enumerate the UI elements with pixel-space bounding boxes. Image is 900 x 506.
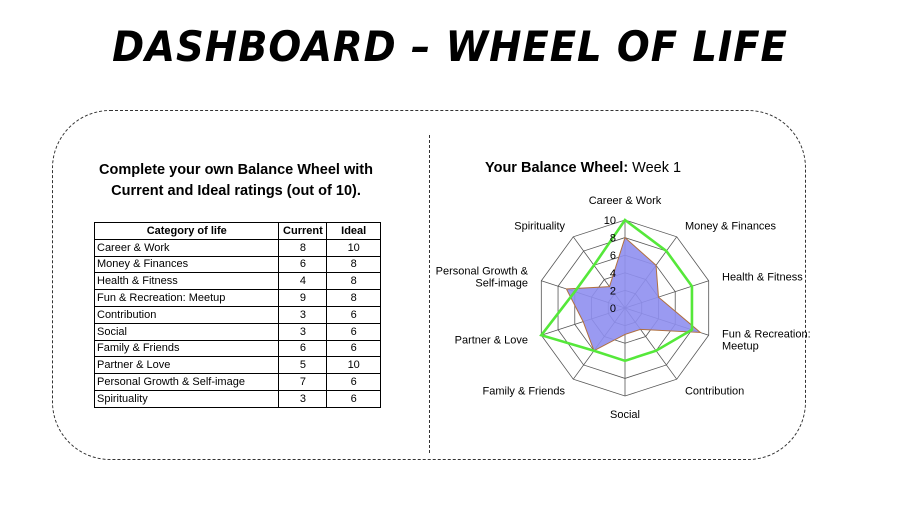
category-label: Personal Growth & Self-image <box>435 265 528 290</box>
current-cell[interactable]: 4 <box>279 273 327 290</box>
table-row <box>95 374 381 391</box>
current-cell[interactable]: 9 <box>279 290 327 307</box>
table-row <box>95 273 381 290</box>
current-cell[interactable]: 5 <box>279 357 327 374</box>
ideal-cell[interactable]: 10 <box>327 357 381 374</box>
category-cell: Money & Finances <box>95 256 279 273</box>
category-label: Family & Friends <box>482 385 566 398</box>
tick-label: 4 <box>609 267 616 280</box>
table-row <box>95 239 381 256</box>
ideal-cell[interactable]: 8 <box>327 256 381 273</box>
tick-label: 6 <box>609 250 616 263</box>
category-cell: Personal Growth & Self-image <box>95 374 279 391</box>
balance-wheel-chart <box>430 190 830 425</box>
ideal-cell[interactable]: 6 <box>327 390 381 407</box>
current-cell[interactable]: 7 <box>279 374 327 391</box>
category-label: Spirituality <box>514 220 566 233</box>
category-label: Contribution <box>684 385 745 398</box>
category-cell: Health & Fitness <box>95 273 279 290</box>
instructions-line-1: Complete your own Balance Wheel with <box>99 162 373 178</box>
category-label: Money & Finances <box>684 220 777 233</box>
category-label: Fun & Recreation: Meetup <box>722 328 811 353</box>
wheel-heading <box>485 160 681 176</box>
current-cell[interactable]: 6 <box>279 256 327 273</box>
category-cell: Social <box>95 323 279 340</box>
category-cell: Family & Friends <box>95 340 279 357</box>
table-row <box>95 357 381 374</box>
category-cell: Contribution <box>95 306 279 323</box>
category-label: Partner & Love <box>454 334 528 347</box>
table-row <box>95 340 381 357</box>
ideal-cell[interactable]: 6 <box>327 306 381 323</box>
table-row <box>95 390 381 407</box>
tick-label: 8 <box>609 232 616 245</box>
ratings-table <box>94 222 381 408</box>
header-category: Category of life <box>95 223 279 240</box>
instructions-line-2: Current and Ideal ratings (out of 10). <box>111 183 361 199</box>
ideal-cell[interactable]: 8 <box>327 273 381 290</box>
current-cell[interactable]: 8 <box>279 239 327 256</box>
wheel-heading-week: Week 1 <box>628 160 682 176</box>
table-row <box>95 323 381 340</box>
table-row <box>95 290 381 307</box>
instructions-heading <box>86 160 386 202</box>
tick-label: 2 <box>609 285 616 298</box>
tick-label: 0 <box>609 303 616 315</box>
category-cell: Career & Work <box>95 239 279 256</box>
current-cell[interactable]: 3 <box>279 390 327 407</box>
tick-label: 10 <box>603 215 616 227</box>
category-cell: Fun & Recreation: Meetup <box>95 290 279 307</box>
category-label: Career & Work <box>588 195 662 207</box>
current-cell[interactable]: 3 <box>279 306 327 323</box>
category-cell: Spirituality <box>95 390 279 407</box>
page-title: DASHBOARD – WHEEL OF LIFE <box>112 22 788 71</box>
category-label: Health & Fitness <box>722 271 803 284</box>
header-ideal: Ideal <box>327 223 381 240</box>
ideal-cell[interactable]: 8 <box>327 290 381 307</box>
current-cell[interactable]: 3 <box>279 323 327 340</box>
ideal-cell[interactable]: 10 <box>327 239 381 256</box>
ideal-cell[interactable]: 6 <box>327 323 381 340</box>
category-label: Social <box>610 409 640 421</box>
ideal-cell[interactable]: 6 <box>327 374 381 391</box>
header-current: Current <box>279 223 327 240</box>
table-header-row <box>95 223 381 240</box>
current-cell[interactable]: 6 <box>279 340 327 357</box>
ideal-cell[interactable]: 6 <box>327 340 381 357</box>
wheel-heading-label: Your Balance Wheel: <box>485 160 629 176</box>
table-row <box>95 306 381 323</box>
table-row <box>95 256 381 273</box>
category-cell: Partner & Love <box>95 357 279 374</box>
